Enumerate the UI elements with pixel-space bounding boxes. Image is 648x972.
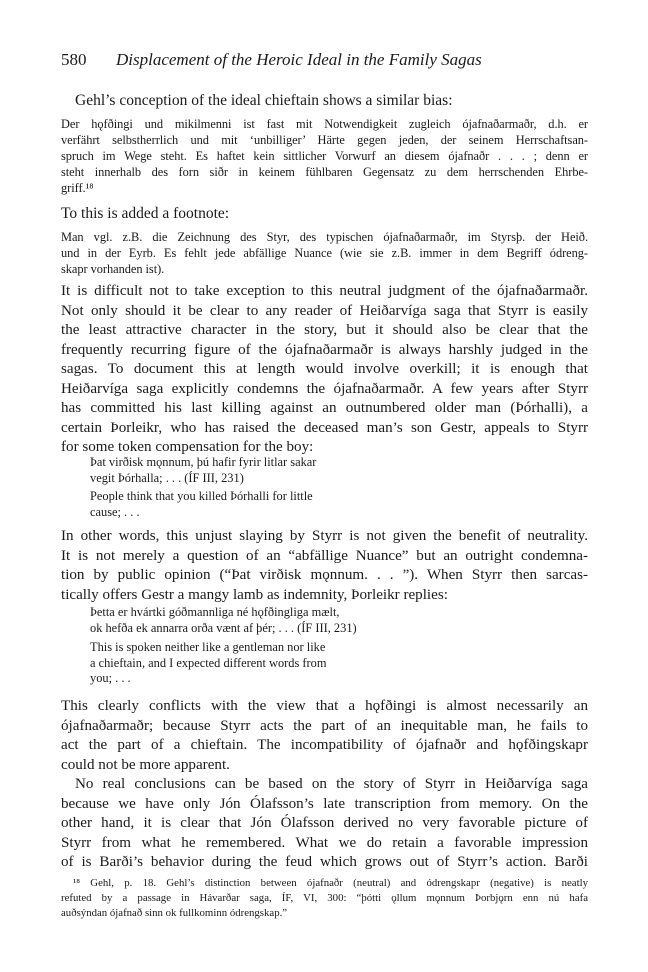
quote-line: skapr vorhanden ist). xyxy=(61,262,165,276)
translation-line: People think that you killed Þórhalli for little xyxy=(90,489,313,503)
running-header xyxy=(61,50,591,72)
quote-line: Man vgl. z.B. die Zeichnung des Styr, des typischen ójafnaðarmaðr, im Styrsþ. der Heið. xyxy=(61,230,588,244)
paragraph-3 xyxy=(61,697,588,775)
verse-2 xyxy=(90,605,357,636)
page-number: 580 xyxy=(61,50,87,69)
text-line: sagas. To document this at length would involve overkill; it is enough that xyxy=(61,361,588,377)
text-line: No real conclusions can be based on the story of Styrr in Heiðarvíga saga xyxy=(75,776,588,792)
paragraph-1 xyxy=(61,282,588,458)
quote-line: verfährt selbstherrlich und mit ‘unbilliger’ Härte gegen jeden, der seinem Herrschaftsan- xyxy=(61,133,588,147)
verse-line: vegit Þórhalla; . . . (ÍF III, 231) xyxy=(90,470,244,485)
footnote-line: auðsýndan ójafnað sinn ok fullkominn ódrengskap.” xyxy=(61,907,288,919)
text-line: for some token compensation for the boy: xyxy=(61,439,314,455)
paragraph-4 xyxy=(61,775,588,873)
text-line: It is not merely a question of an “abfällige Nuance” but an outright condemna- xyxy=(61,547,588,564)
text-line: the least attractive character in the story, but it should also be clear that the xyxy=(61,322,588,338)
translation-line: a chieftain, and I expected different words from xyxy=(90,655,327,670)
text-line: Styrr from what he remembered. What we do retain a favorable impression xyxy=(61,834,588,851)
intro-sentence: Gehl’s conception of the ideal chieftain shows a similar bias: xyxy=(75,92,453,109)
text-line: It is difficult not to take exception to this neutral judgment of the ójafnaðarmaðr. xyxy=(61,283,588,299)
paragraph-2 xyxy=(61,527,588,605)
text-line: tion by public opinion (“Þat virðisk mǫnnum. . . ”). When Styrr then sarcas- xyxy=(61,567,588,583)
text-line: could not be more apparent. xyxy=(61,756,230,773)
verse-2-translation xyxy=(90,640,326,687)
text-line: has committed his last killing against an outnumbered older man (Þórhalli), a xyxy=(61,400,588,416)
footnote-intro: To this is added a footnote: xyxy=(61,205,230,222)
gehl-footnote-quote xyxy=(61,229,588,277)
quote-line: Der hǫfðingi und mikilmenni ist fast mit Notwendigkeit zugleich ójafnaðarmaðr, d.h. er xyxy=(61,117,588,131)
quote-line: spruch im Wege steht. Es haftet kein sittlicher Vorwurf an diesem ójafnaðr . . . ; denn er xyxy=(61,149,588,163)
quote-line: und in der Eyrb. Es fehlt jede abfällige Nuance (wie sie z.B. immer in dem Begriff ódreng- xyxy=(61,246,588,260)
quote-line: griff.¹⁸ xyxy=(61,181,94,195)
gehl-quote xyxy=(61,116,588,196)
verse-line: Þat virðisk mǫnnum, þú hafir fyrir litlar sakar xyxy=(90,455,317,469)
text-line: other hand, it is clear that Jón Ólafsson derived no very favorable picture of xyxy=(61,815,588,831)
translation-line: cause; . . . xyxy=(90,504,140,519)
text-line: This clearly conflicts with the view that a hǫfðingi is almost necessarily an xyxy=(61,698,588,714)
footnote-18 xyxy=(61,876,588,921)
verse-1 xyxy=(90,455,316,486)
verse-1-translation xyxy=(90,489,313,520)
text-line: certain Þorleikr, who has raised the deceased man’s son Gestr, appeals to Styrr xyxy=(61,419,588,436)
verse-line: Þetta er hvártki góðmannliga né hǫfðingliga mælt, xyxy=(90,605,340,619)
text-line: tically offers Gestr a mangy lamb as indemnity, Þorleikr replies: xyxy=(61,586,448,603)
text-line: because we have only Jón Ólafsson’s late transcription from memory. On the xyxy=(61,795,588,812)
quote-line: steht innerhalb des forn siðr in keinem fühlbaren Gegensatz zu dem herrschenden Ehrbe- xyxy=(61,165,588,179)
text-line: In other words, this unjust slaying by Styrr is not given the benefit of neutrality. xyxy=(61,528,588,544)
text-line: Heiðarvíga saga explicitly condemns the ójafnaðarmaðr. A few years after Styrr xyxy=(61,380,588,397)
translation-line: you; . . . xyxy=(90,671,131,685)
text-line: of is Barði’s behavior during the feud which grows out of Styrr’s action. Barði xyxy=(61,854,588,870)
translation-line: This is spoken neither like a gentleman nor like xyxy=(90,640,326,654)
verse-line: ok hefða ek annarra orða vænt af þér; . . . (ÍF III, 231) xyxy=(90,620,357,635)
text-line: ójafnaðarmaðr; because Styrr acts the part of an inequitable man, he fails to xyxy=(61,717,588,734)
footnote-line: refuted by a passage in Hávarðar saga, ÍF, VI, 300: “þótti ǫllum mǫnnum Þorbjǫrn enn nú hafa xyxy=(61,892,588,904)
text-line: Not only should it be clear to any reader of Heiðarvíga saga that Styrr is easily xyxy=(61,302,588,319)
running-title: Displacement of the Heroic Ideal in the Family Sagas xyxy=(116,50,482,69)
text-line: frequently recurring figure of the ójafnaðarmaðr is always harshly judged in the xyxy=(61,341,588,358)
footnote-line: ¹⁸ Gehl, p. 18. Gehl’s distinction between ójafnaðr (neutral) and ódrengskapr (negative) is neatly xyxy=(73,877,588,889)
text-line: act the part of a chieftain. The incompatibility of ójafnaðr and hǫfðingskapr xyxy=(61,737,588,753)
